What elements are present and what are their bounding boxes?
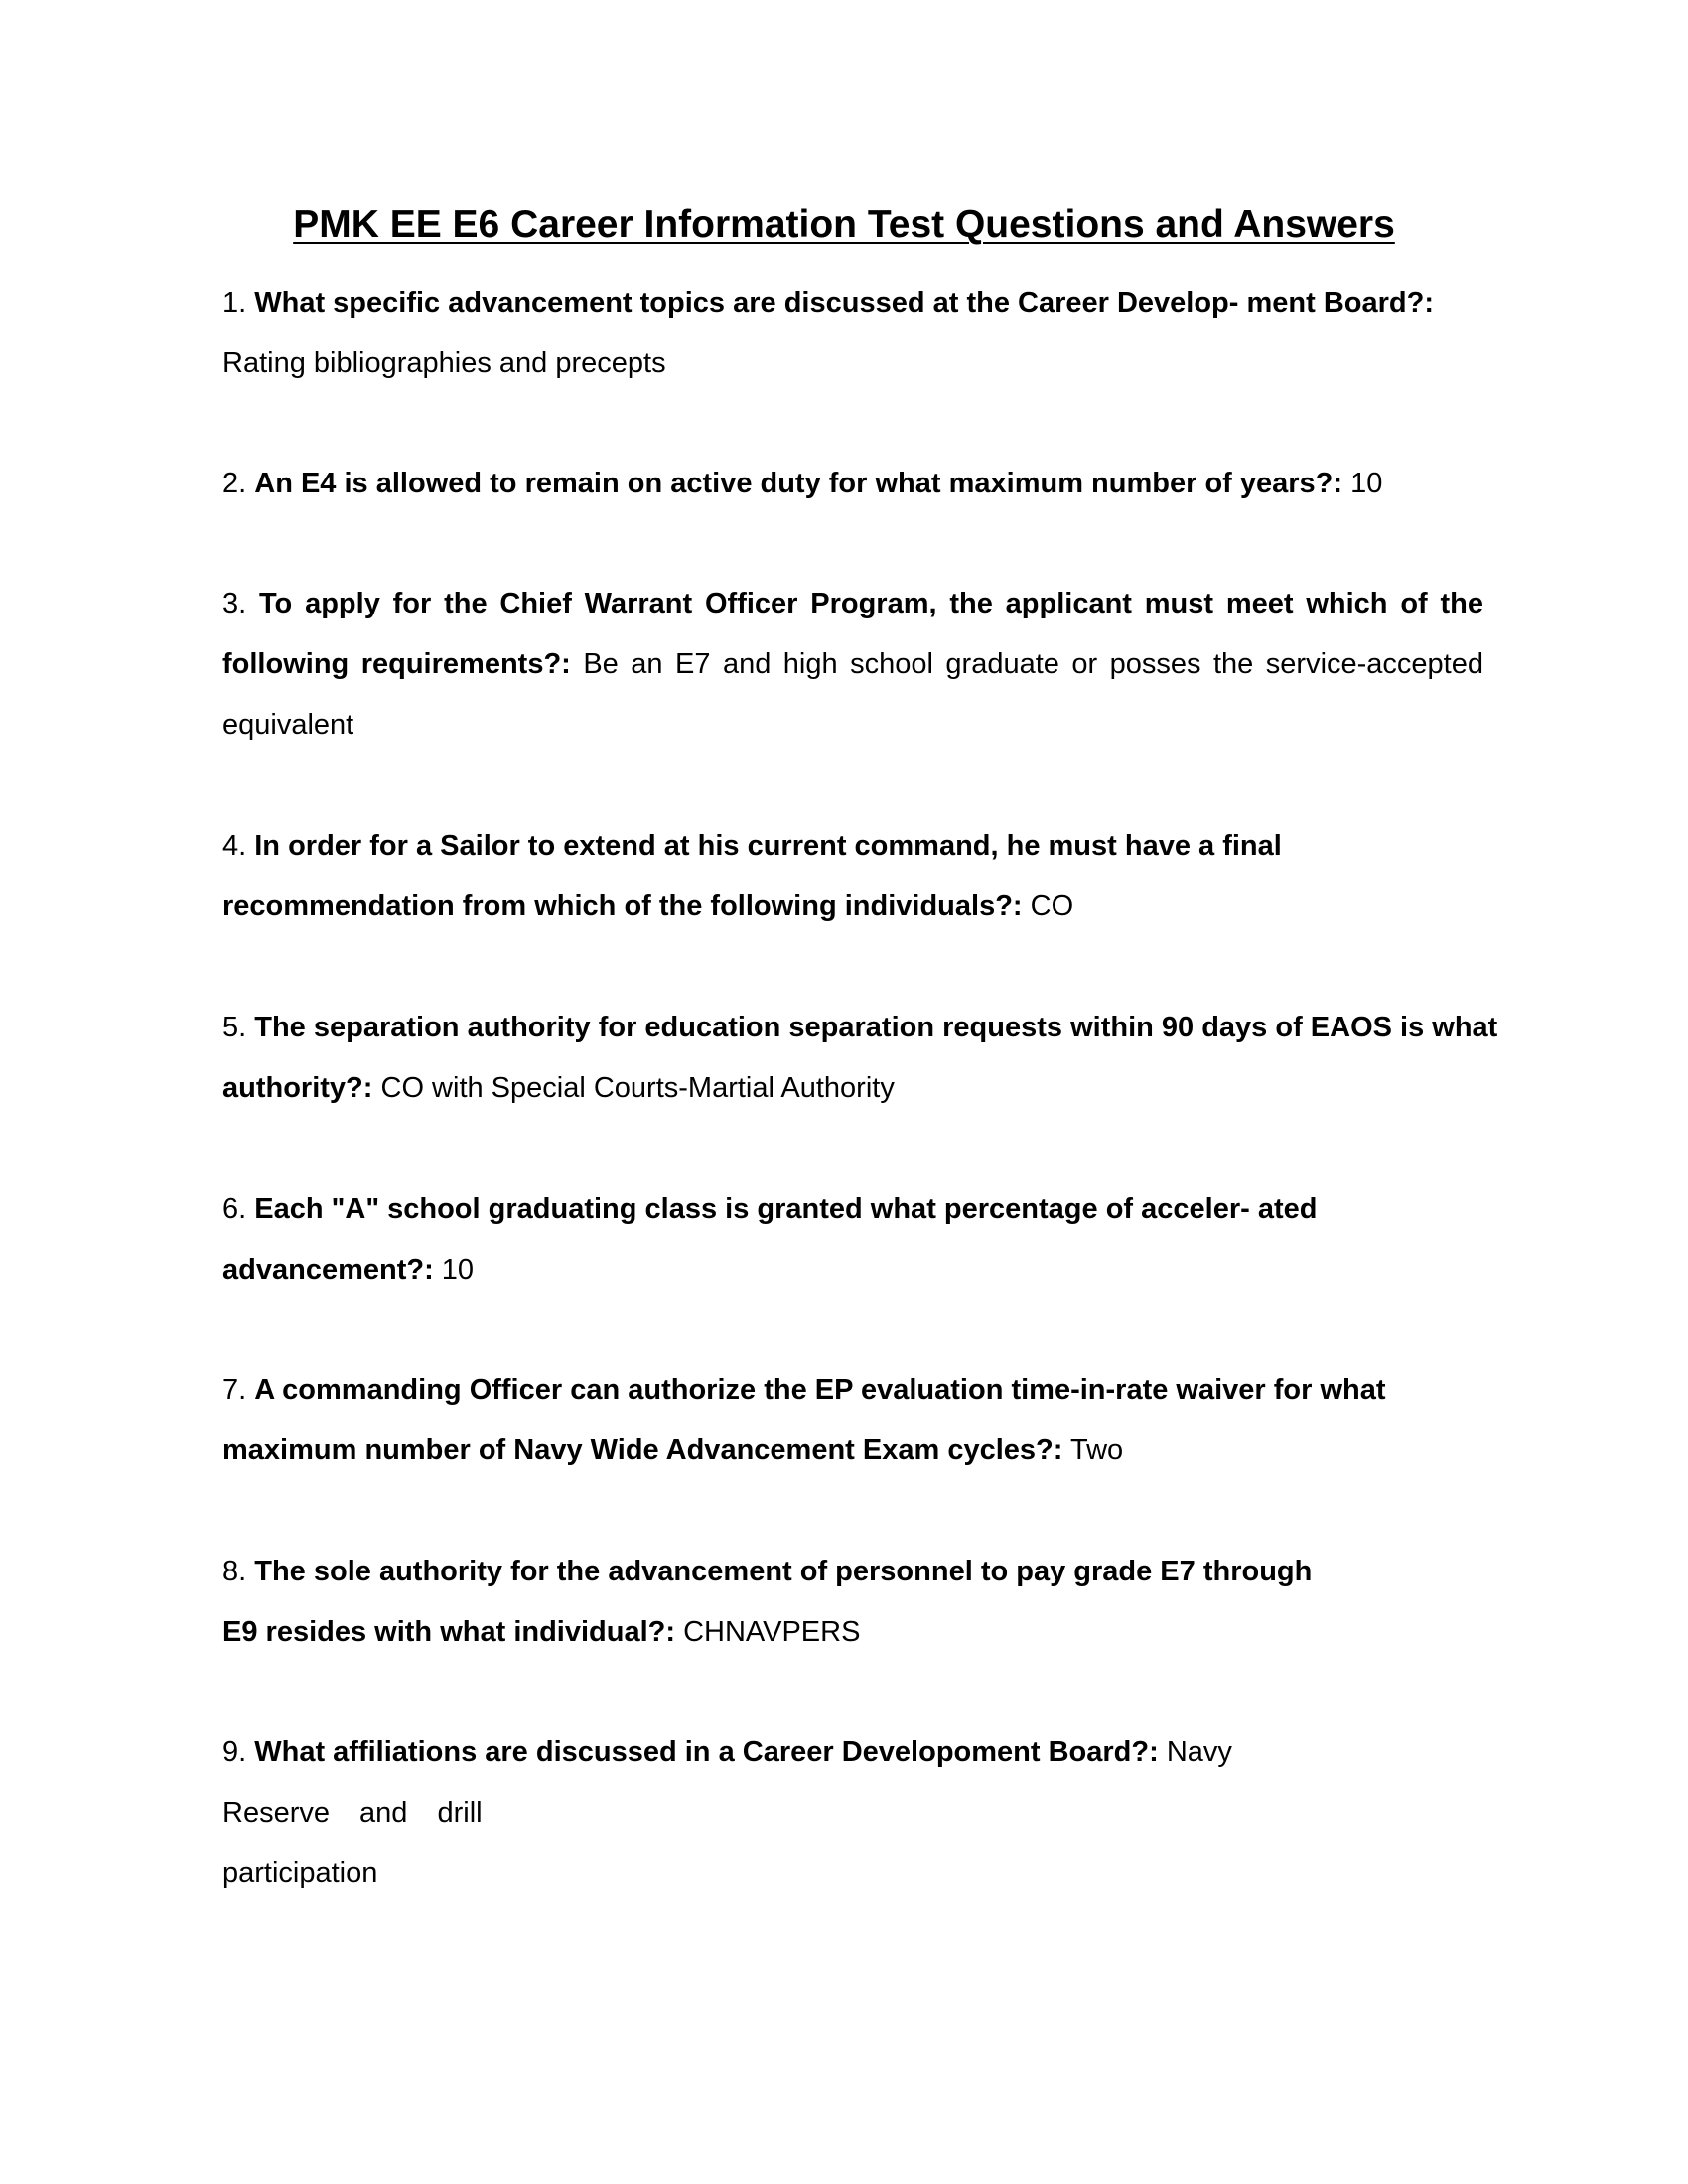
question-text-8: The sole authority for the advancement of personnel to pay grade E7 through E9 resides with what individual?: <box>222 1556 1313 1648</box>
answer-text-3: Be an E7 and high school graduate or posses the service-accepted equivalent <box>222 648 1484 741</box>
question-text-1: What specific advancement topics are discussed at the Career Develop- ment Board?: <box>254 287 1434 319</box>
question-text-2: An E4 is allowed to remain on active duty for what maximum number of years?: <box>254 468 1343 499</box>
answer-text-9-part-2: Reserve and drill <box>222 1797 483 1829</box>
question-number-6: 6. <box>222 1193 247 1225</box>
question-text-4: In order for a Sailor to extend at his current command, he must have a final recommendation from which of the following individuals?: <box>222 830 1282 922</box>
question-text-5: The separation authority for education separation requests within 90 days of EAOS is what authority?: <box>222 1012 1498 1104</box>
qa-item-7 <box>222 1360 1414 1481</box>
question-number-5: 5. <box>222 1012 247 1043</box>
question-text-6: Each "A" school graduating class is granted what percentage of acceler- ated advancement?: <box>222 1193 1318 1286</box>
qa-item-3 <box>222 574 1483 755</box>
answer-text-4: CO <box>1030 890 1074 922</box>
answer-text-1: Rating bibliographies and precepts <box>222 347 666 379</box>
answer-text-9-part-3: participation <box>222 1857 378 1889</box>
answer-text-9-part-1: Navy <box>1166 1736 1232 1768</box>
question-number-1: 1. <box>222 287 247 319</box>
question-number-9: 9. <box>222 1736 247 1768</box>
qa-item-1 <box>222 273 1483 394</box>
qa-item-8 <box>222 1542 1354 1663</box>
answer-text-6: 10 <box>441 1254 475 1286</box>
question-text-7: A commanding Officer can authorize the EP evaluation time-in-rate waiver for what maximum number of Navy Wide Advancement Exam cycles?: <box>222 1374 1386 1466</box>
question-number-7: 7. <box>222 1374 247 1406</box>
document-title <box>0 202 1688 249</box>
qa-item-6 <box>222 1179 1354 1300</box>
answer-text-5: CO with Special Courts-Martial Authority <box>380 1072 895 1104</box>
qa-item-5 <box>222 998 1503 1119</box>
qa-item-2 <box>222 454 1483 514</box>
question-text-9: What affiliations are discussed in a Career Developoment Board?: <box>254 1736 1159 1768</box>
question-number-4: 4. <box>222 830 247 862</box>
answer-text-7: Two <box>1069 1434 1124 1466</box>
qa-item-4 <box>222 816 1335 937</box>
question-number-8: 8. <box>222 1556 247 1587</box>
document-title-text: PMK EE E6 Career Information Test Questions and Answers <box>293 204 1395 246</box>
question-number-2: 2. <box>222 468 247 499</box>
qa-item-9-line-1 <box>222 1722 1483 1783</box>
answer-text-2: 10 <box>1350 468 1383 499</box>
answer-text-8: CHNAVPERS <box>683 1616 861 1648</box>
question-number-3: 3. <box>222 588 247 619</box>
qa-item-9 <box>222 1722 1483 1904</box>
question-text-3: To apply for the Chief Warrant Officer Program, the applicant must meet which of the following requirements?: <box>222 588 1483 680</box>
